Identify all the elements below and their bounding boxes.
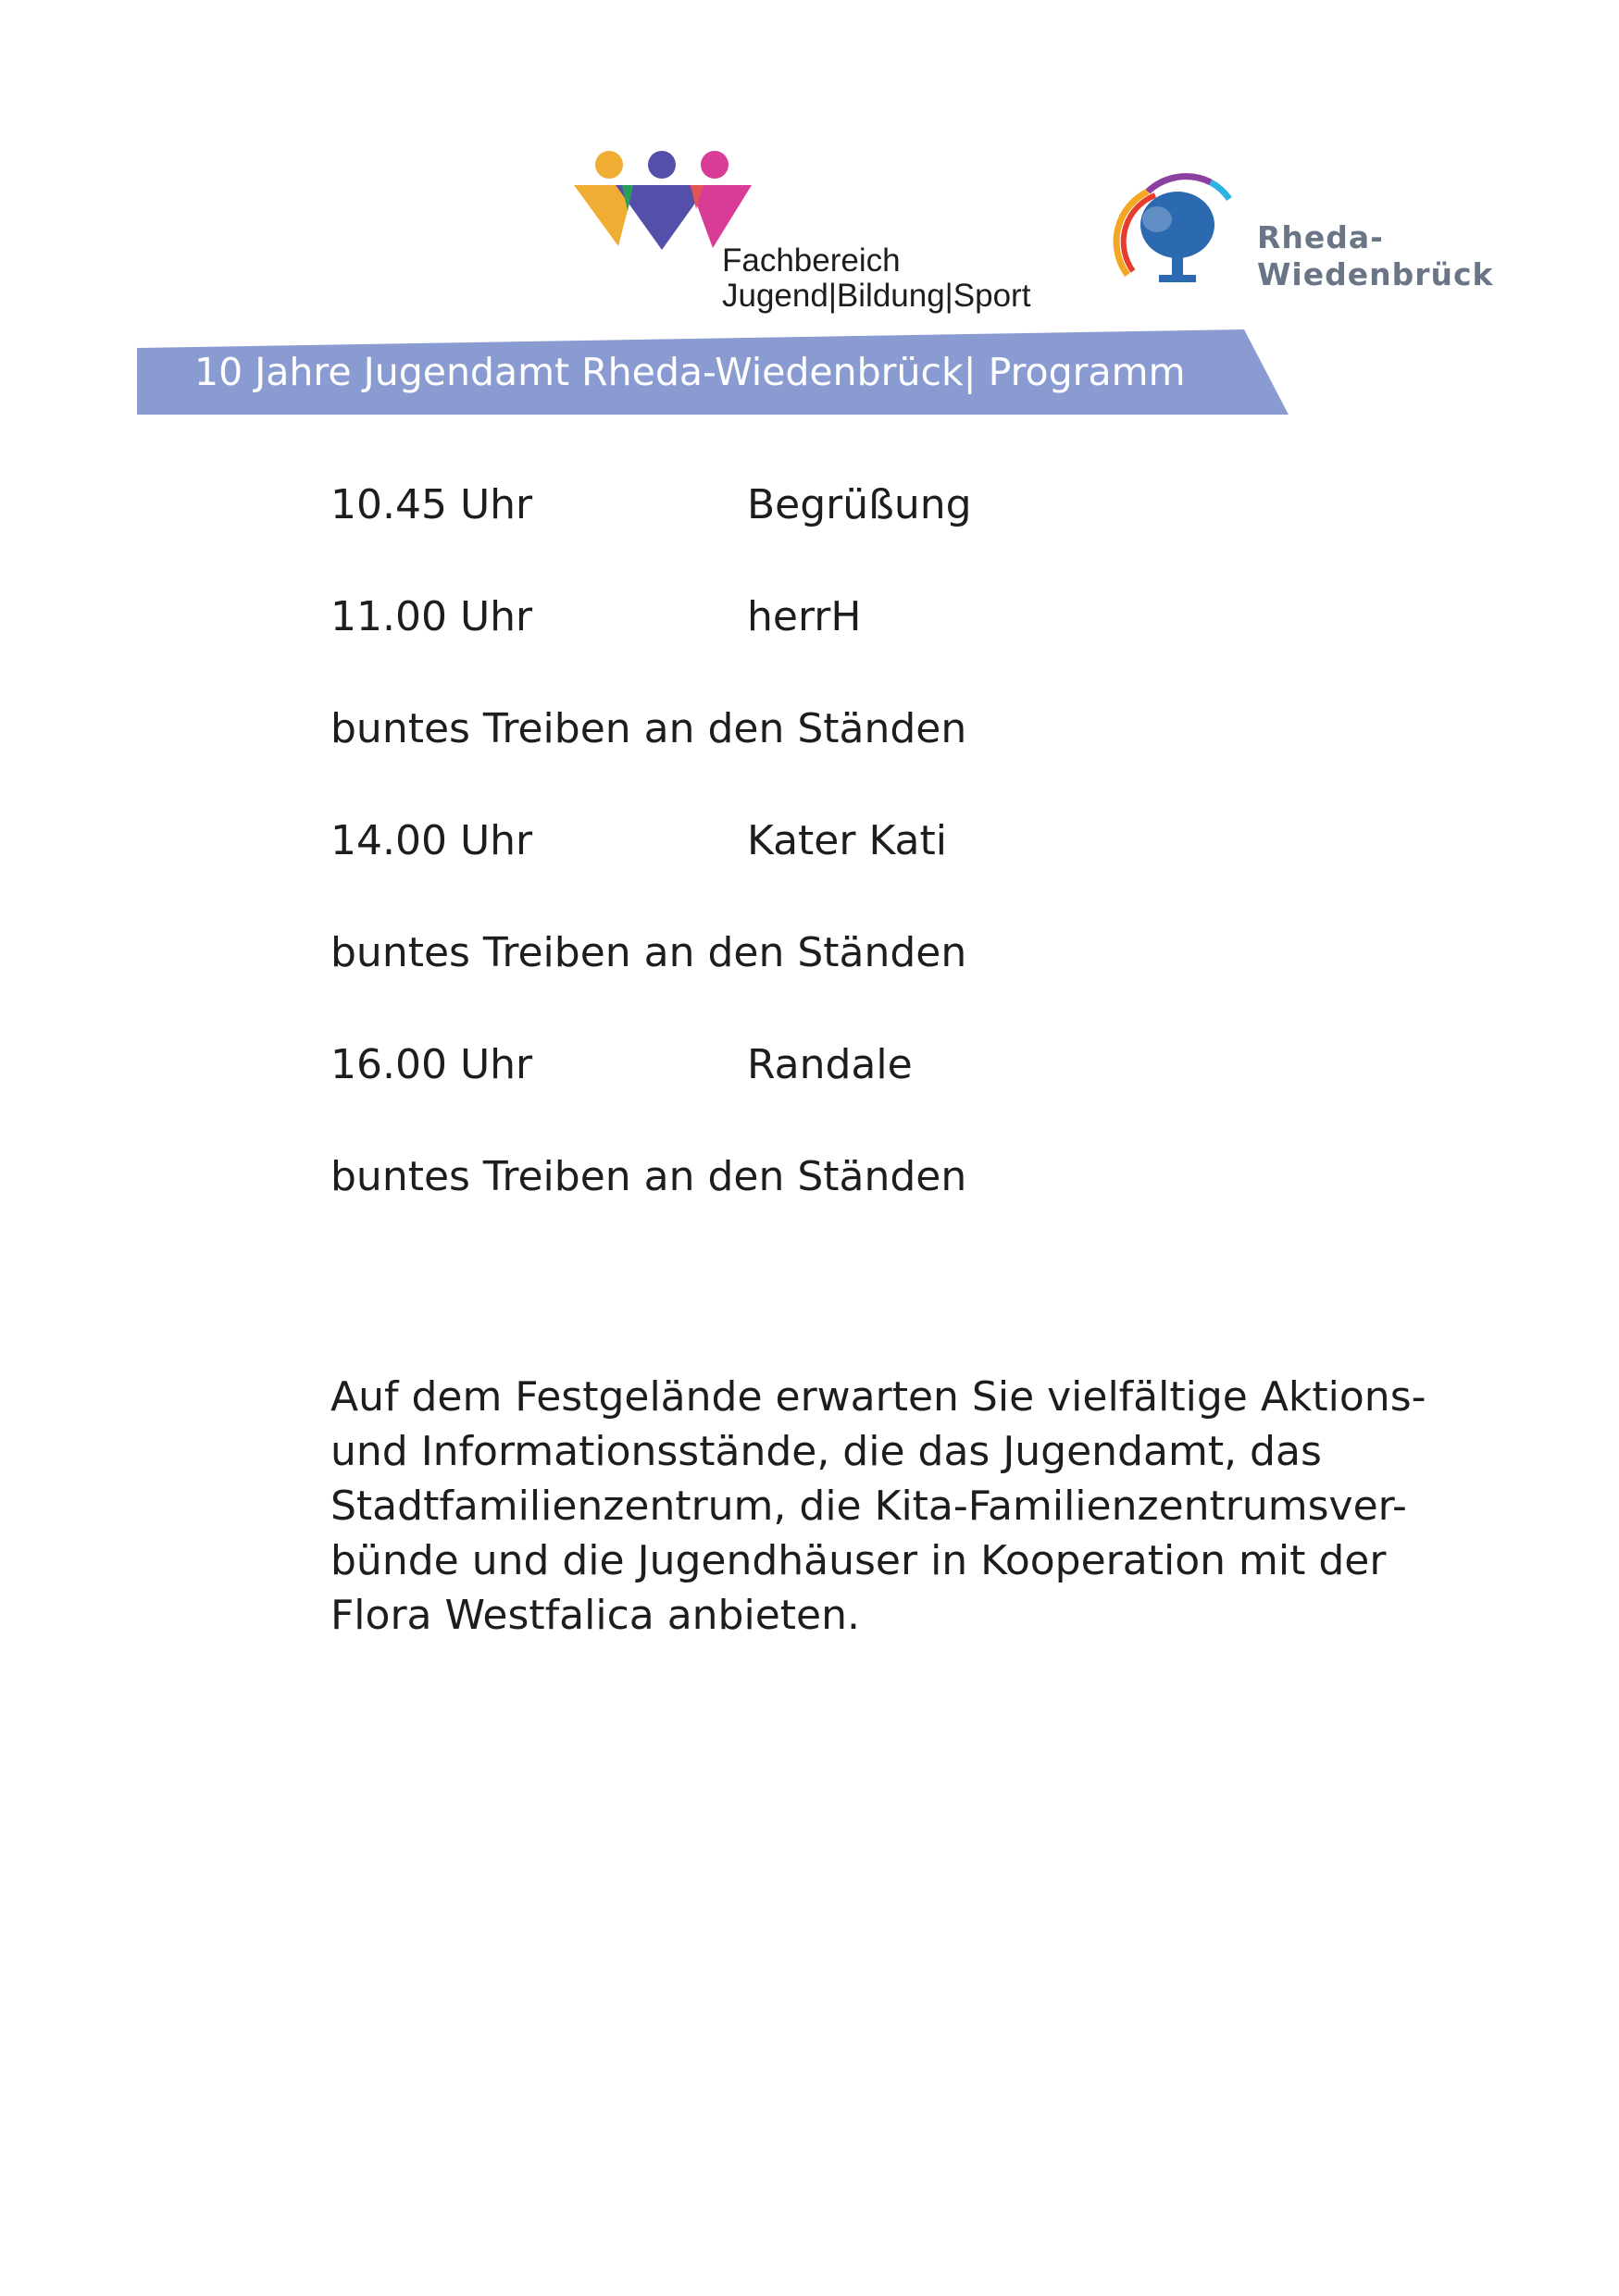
program-row [330,808,1349,920]
rheda-wiedenbrueck-logo [1111,171,1494,310]
info-paragraph [330,1370,1426,1643]
program-time: 11.00 Uhr [330,593,533,640]
program-row [330,1144,1349,1256]
program-activity: herrH [747,593,862,640]
info-line: und Informationsstände, die das Jugendamt, das [330,1428,1322,1475]
program-list [330,472,1349,1256]
banner-title: 10 Jahre Jugendamt Rheda-Wiedenbrück| Programm [194,350,1186,394]
info-line: Auf dem Festgelände erwarten Sie vielfältige Aktions- [330,1373,1426,1421]
program-activity: Kater Kati [747,817,947,864]
tree-icon [1111,171,1250,301]
program-time: 16.00 Uhr [330,1041,533,1088]
program-row [330,696,1349,808]
program-activity: Randale [747,1041,913,1088]
city-name-line1: Rheda- [1257,219,1384,255]
program-activity: Begrüßung [747,481,972,528]
info-line: Stadtfamilienzentrum, die Kita-Familienzentrumsver- [330,1483,1407,1530]
program-interlude: buntes Treiben an den Ständen [330,1153,967,1200]
program-row [330,920,1349,1032]
program-time: 14.00 Uhr [330,817,533,864]
program-interlude: buntes Treiben an den Ständen [330,929,967,976]
title-banner [137,329,1289,415]
program-row [330,472,1349,584]
info-line: Flora Westfalica anbieten. [330,1592,860,1639]
info-line: bünde und die Jugendhäuser in Kooperation mit der [330,1537,1387,1584]
program-time: 10.45 Uhr [330,481,533,528]
program-interlude: buntes Treiben an den Ständen [330,705,967,752]
fachbereich-line1: Fachbereich [722,242,901,279]
program-row [330,584,1349,696]
fachbereich-logo [574,146,1092,322]
people-figures-icon [574,146,759,257]
program-row [330,1032,1349,1144]
fachbereich-line2: Jugend|Bildung|Sport [722,278,1031,314]
city-name-line2: Wiedenbrück [1257,256,1494,292]
